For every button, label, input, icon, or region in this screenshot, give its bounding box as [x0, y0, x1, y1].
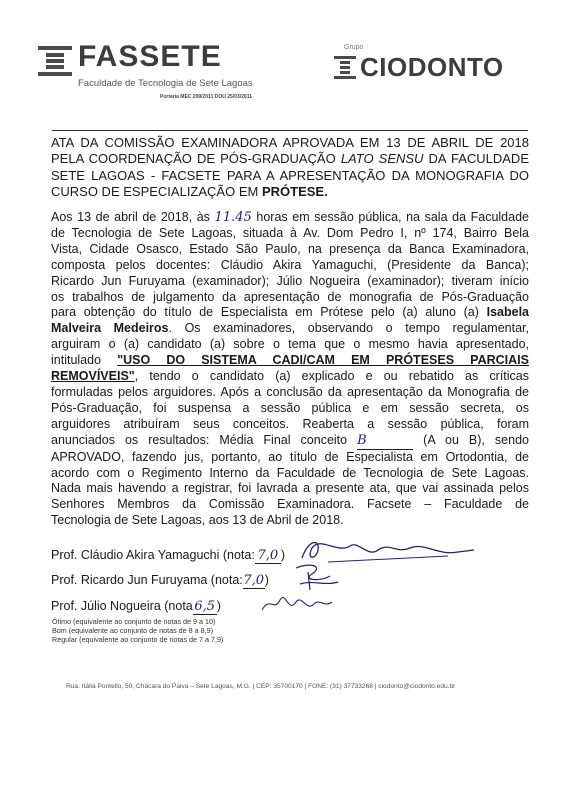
body-line: Malveira Medeiros. Os examinadores, observando o tempo regulamentar,	[51, 321, 529, 336]
body-line: Vista, Cidade Osasco, Estado São Paulo, na presença da Banca Examinadora,	[51, 241, 529, 256]
body-line: anunciados os resultados: Média Final conceito B (A ou B), sendo	[51, 432, 529, 448]
fassete-portaria: Portaria MEC 299/2011 DOU 25/03/2011	[160, 94, 253, 100]
fassete-subtitle: Faculdade de Tecnologia de Sete Lagoas	[78, 78, 253, 89]
body-line: arguidores atribuíram seus conceitos. Reaberta a sessão pública, foram	[51, 416, 529, 431]
grade-value: 6,5	[194, 599, 216, 614]
signature-mark	[258, 592, 336, 616]
body-line: REMOVÍVEIS", tendo o candidato (a) explicado e ou rebatido as críticas	[51, 369, 529, 384]
grade-legend	[52, 617, 223, 644]
fassete-mark-icon	[38, 46, 72, 76]
body-line: de Tecnologia de Sete Lagoas, situada à Av. Dom Pedro I, nº 174, Bairro Bela	[51, 225, 529, 240]
ciodonto-logo	[334, 44, 554, 84]
fassete-name: FASSETE	[78, 40, 222, 73]
legend-item: Bom (equivalente ao conjunto de notas de 8 a 8,9)	[52, 626, 214, 635]
grade-value: 7,0	[257, 548, 279, 563]
grade-value: 7,0	[243, 573, 265, 588]
body-line: Aos 13 de abril de 2018, às 11.45 horas em sessão pública, na sala da Faculdade	[51, 210, 529, 225]
body-line: Senhores Membros da Comissão Examinadora. Facsete – Faculdade de	[51, 497, 529, 512]
student-name: Malveira Medeiros	[51, 321, 169, 336]
legend-item: Ótimo (equivalente ao conjunto de notas de 9 a 10)	[52, 617, 216, 626]
legend-item: Regular (equivalente ao conjunto de notas de 7 a 7,9)	[52, 635, 224, 644]
header-divider	[52, 130, 528, 131]
signature-mark	[290, 560, 350, 592]
body-line: APROVADO, fazendo jus, portanto, ao título de Especialista em Ortodontia, de	[51, 449, 529, 464]
student-name: Isabela	[486, 305, 529, 320]
document-title	[51, 135, 529, 200]
signature-row: Prof. Cláudio Akira Yamaguchi (nota: 7,0 )	[51, 548, 285, 563]
footer-address: Rua: Itália Pontello, 50, Chácara do Paiva – Sete Lagoas, M.G. | CEP: 35700170 | FONE: (31) 37733268 | ciodonto@ciodonto.edu.br	[66, 683, 456, 690]
body-line: arguiram o (a) candidato (a) sobre o tema que o mesmo havia apresentado,	[51, 337, 529, 352]
ciodonto-mark-icon	[334, 56, 356, 80]
body-line: acordo com o Regimento Interno da Faculdade de Tecnologia de Sete Lagoas.	[51, 465, 529, 480]
body-line: Nada mais havendo a registrar, foi lavrada a presente ata, que vai assinada pelos	[51, 481, 529, 496]
body-line: Pós-Graduação, foi suspensa a sessão pública e em sessão secreta, os	[51, 400, 529, 415]
title-line: PELA COORDENAÇÃO DE PÓS-GRADUAÇÃO LATO SENSU DA FACULDADE	[51, 151, 529, 167]
final-grade: B	[357, 432, 367, 448]
signature-row: Prof. Ricardo Jun Furuyama (nota:7,0)	[51, 573, 269, 588]
title-line: ATA DA COMISSÃO EXAMINADORA APROVADA EM 13 DE ABRIL DE 2018	[51, 135, 529, 150]
body-line: para obtenção do título de Especialista em Prótese pelo (a) aluno (a) Isabela	[51, 305, 529, 320]
handwritten-time: 11.45	[214, 210, 252, 225]
body-line: Ricardo Jun Furuyama (examinador); Júlio Nogueira (examinador); tiveram início	[51, 273, 529, 288]
body-line: Tecnologia de Sete Lagoas, aos 13 de Abril de 2018.	[51, 513, 344, 528]
body-line: os trabalhos de julgamento da apresentação de monografia de Pós-Graduação	[51, 289, 529, 304]
body-line: intitulado "USO DO SISTEMA CADI/CAM EM PRÓTESES PARCIAIS	[51, 353, 529, 368]
body-line: formuladas pelos arguidores. Após a conclusão da apresentação da Monografia de	[51, 384, 529, 399]
title-line: CURSO DE ESPECIALIZAÇÃO EM PRÓTESE.	[51, 183, 328, 199]
ciodonto-name: CIODONTO	[360, 52, 504, 82]
title-line: SETE LAGOAS - FACSETE PARA A APRESENTAÇÃO DA MONOGRAFIA DO	[51, 167, 529, 183]
monograph-title: "USO DO SISTEMA CADI/CAM EM PRÓTESES PARCIAIS	[117, 353, 529, 368]
minutes-body	[51, 210, 529, 529]
monograph-title: REMOVÍVEIS"	[51, 369, 135, 384]
grupo-label: Grupo	[344, 44, 364, 51]
signature-row: Prof. Júlio Nogueira (nota 6,5 )	[51, 599, 221, 614]
fassete-logo	[38, 40, 278, 104]
body-line: composta pelos docentes: Cláudio Akira Yamaguchi, (Presidente da Banca);	[51, 257, 529, 272]
